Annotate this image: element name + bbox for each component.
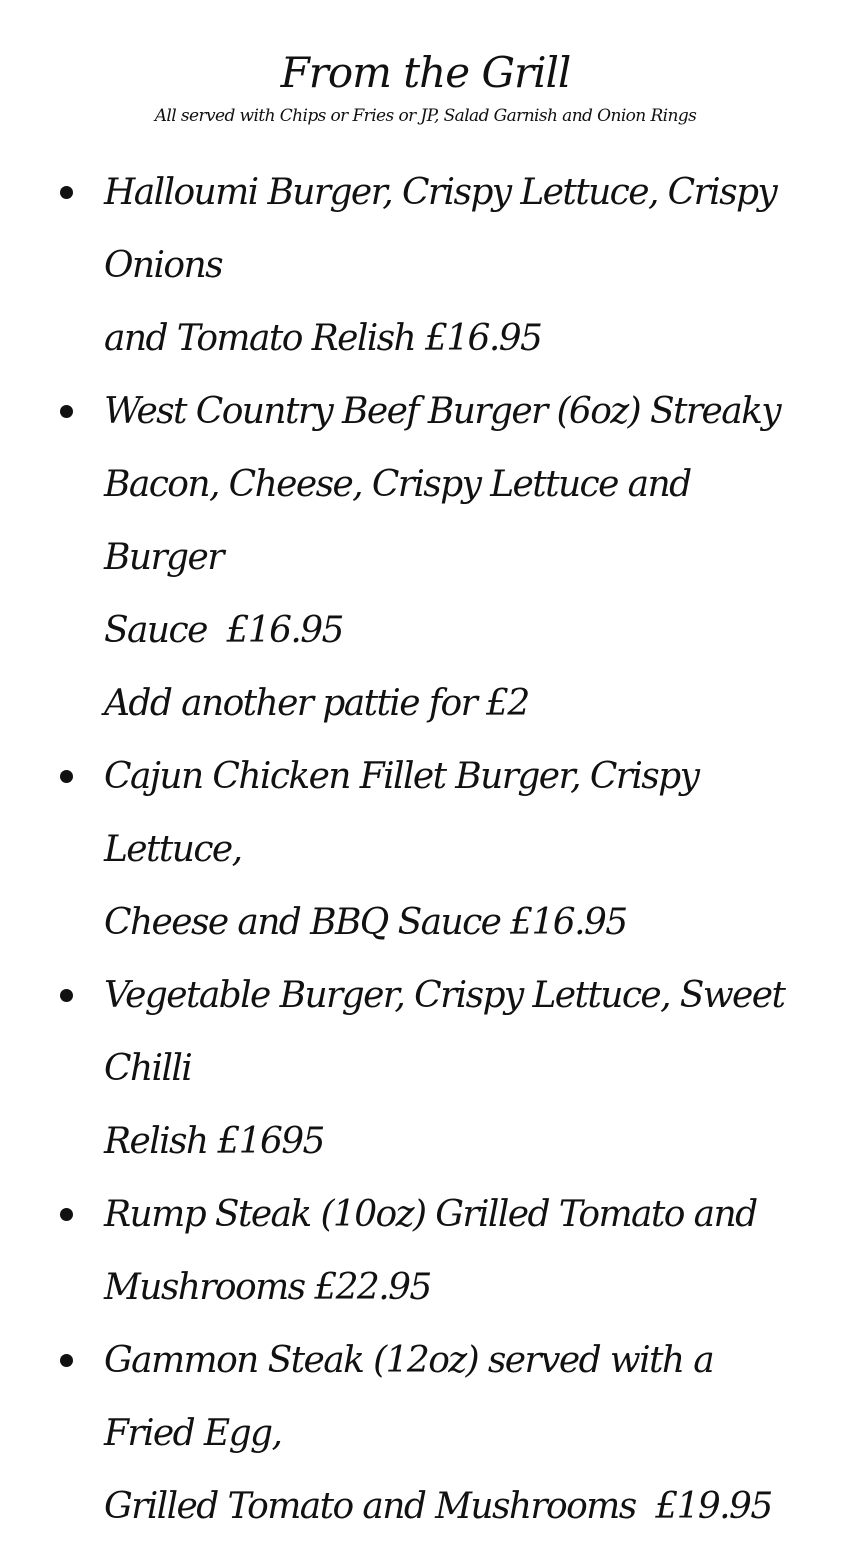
menu-item-vegetable-burger — [0, 959, 851, 1178]
menu-item-line: and Tomato Relish £16.95 — [104, 318, 542, 359]
bullet-icon — [60, 1354, 73, 1367]
menu-item-halloumi-burger — [0, 156, 851, 375]
menu-item-line: Grilled Tomato and Mushrooms £19.95 — [104, 1486, 772, 1527]
bullet-icon — [60, 405, 73, 418]
menu-item-line: Relish £1695 — [104, 1121, 324, 1162]
bullet-icon — [60, 989, 73, 1002]
menu-item-gammon-steak — [0, 1324, 851, 1543]
menu-item-line: Vegetable Burger, Crispy Lettuce, Sweet Chilli — [104, 975, 795, 1089]
menu-item-line: Cheese and BBQ Sauce £16.95 — [104, 902, 627, 943]
menu-item-line: Halloumi Burger, Crispy Lettuce, Crispy Onions — [104, 172, 786, 286]
menu-list — [0, 156, 851, 1543]
menu-note-extra-pattie — [0, 667, 851, 740]
menu-item-line: Cajun Chicken Fillet Burger, Crispy Lettuce, — [104, 756, 709, 870]
bullet-icon — [60, 1208, 73, 1221]
page-title: From the Grill — [280, 48, 571, 97]
menu-item-line: Mushrooms £22.95 — [104, 1267, 431, 1308]
menu-item-cajun-chicken-burger — [0, 740, 851, 959]
menu-item-line: West Country Beef Burger (6oz) Streaky — [104, 391, 781, 432]
menu-item-line: Sauce £16.95 — [104, 610, 343, 651]
bullet-icon — [60, 186, 73, 199]
menu-item-line: Rump Steak (10oz) Grilled Tomato and — [104, 1194, 757, 1235]
menu-note-line: Add another pattie for £2 — [104, 683, 529, 724]
bullet-icon — [60, 770, 73, 783]
page-subtitle: All served with Chips or Fries or JP, Salad Garnish and Onion Rings — [154, 106, 697, 126]
menu-item-beef-burger — [0, 375, 851, 667]
menu-item-line: Bacon, Cheese, Crispy Lettuce and Burger — [104, 464, 701, 578]
menu-item-line: Gammon Steak (12oz) served with a Fried Egg, — [104, 1340, 723, 1454]
